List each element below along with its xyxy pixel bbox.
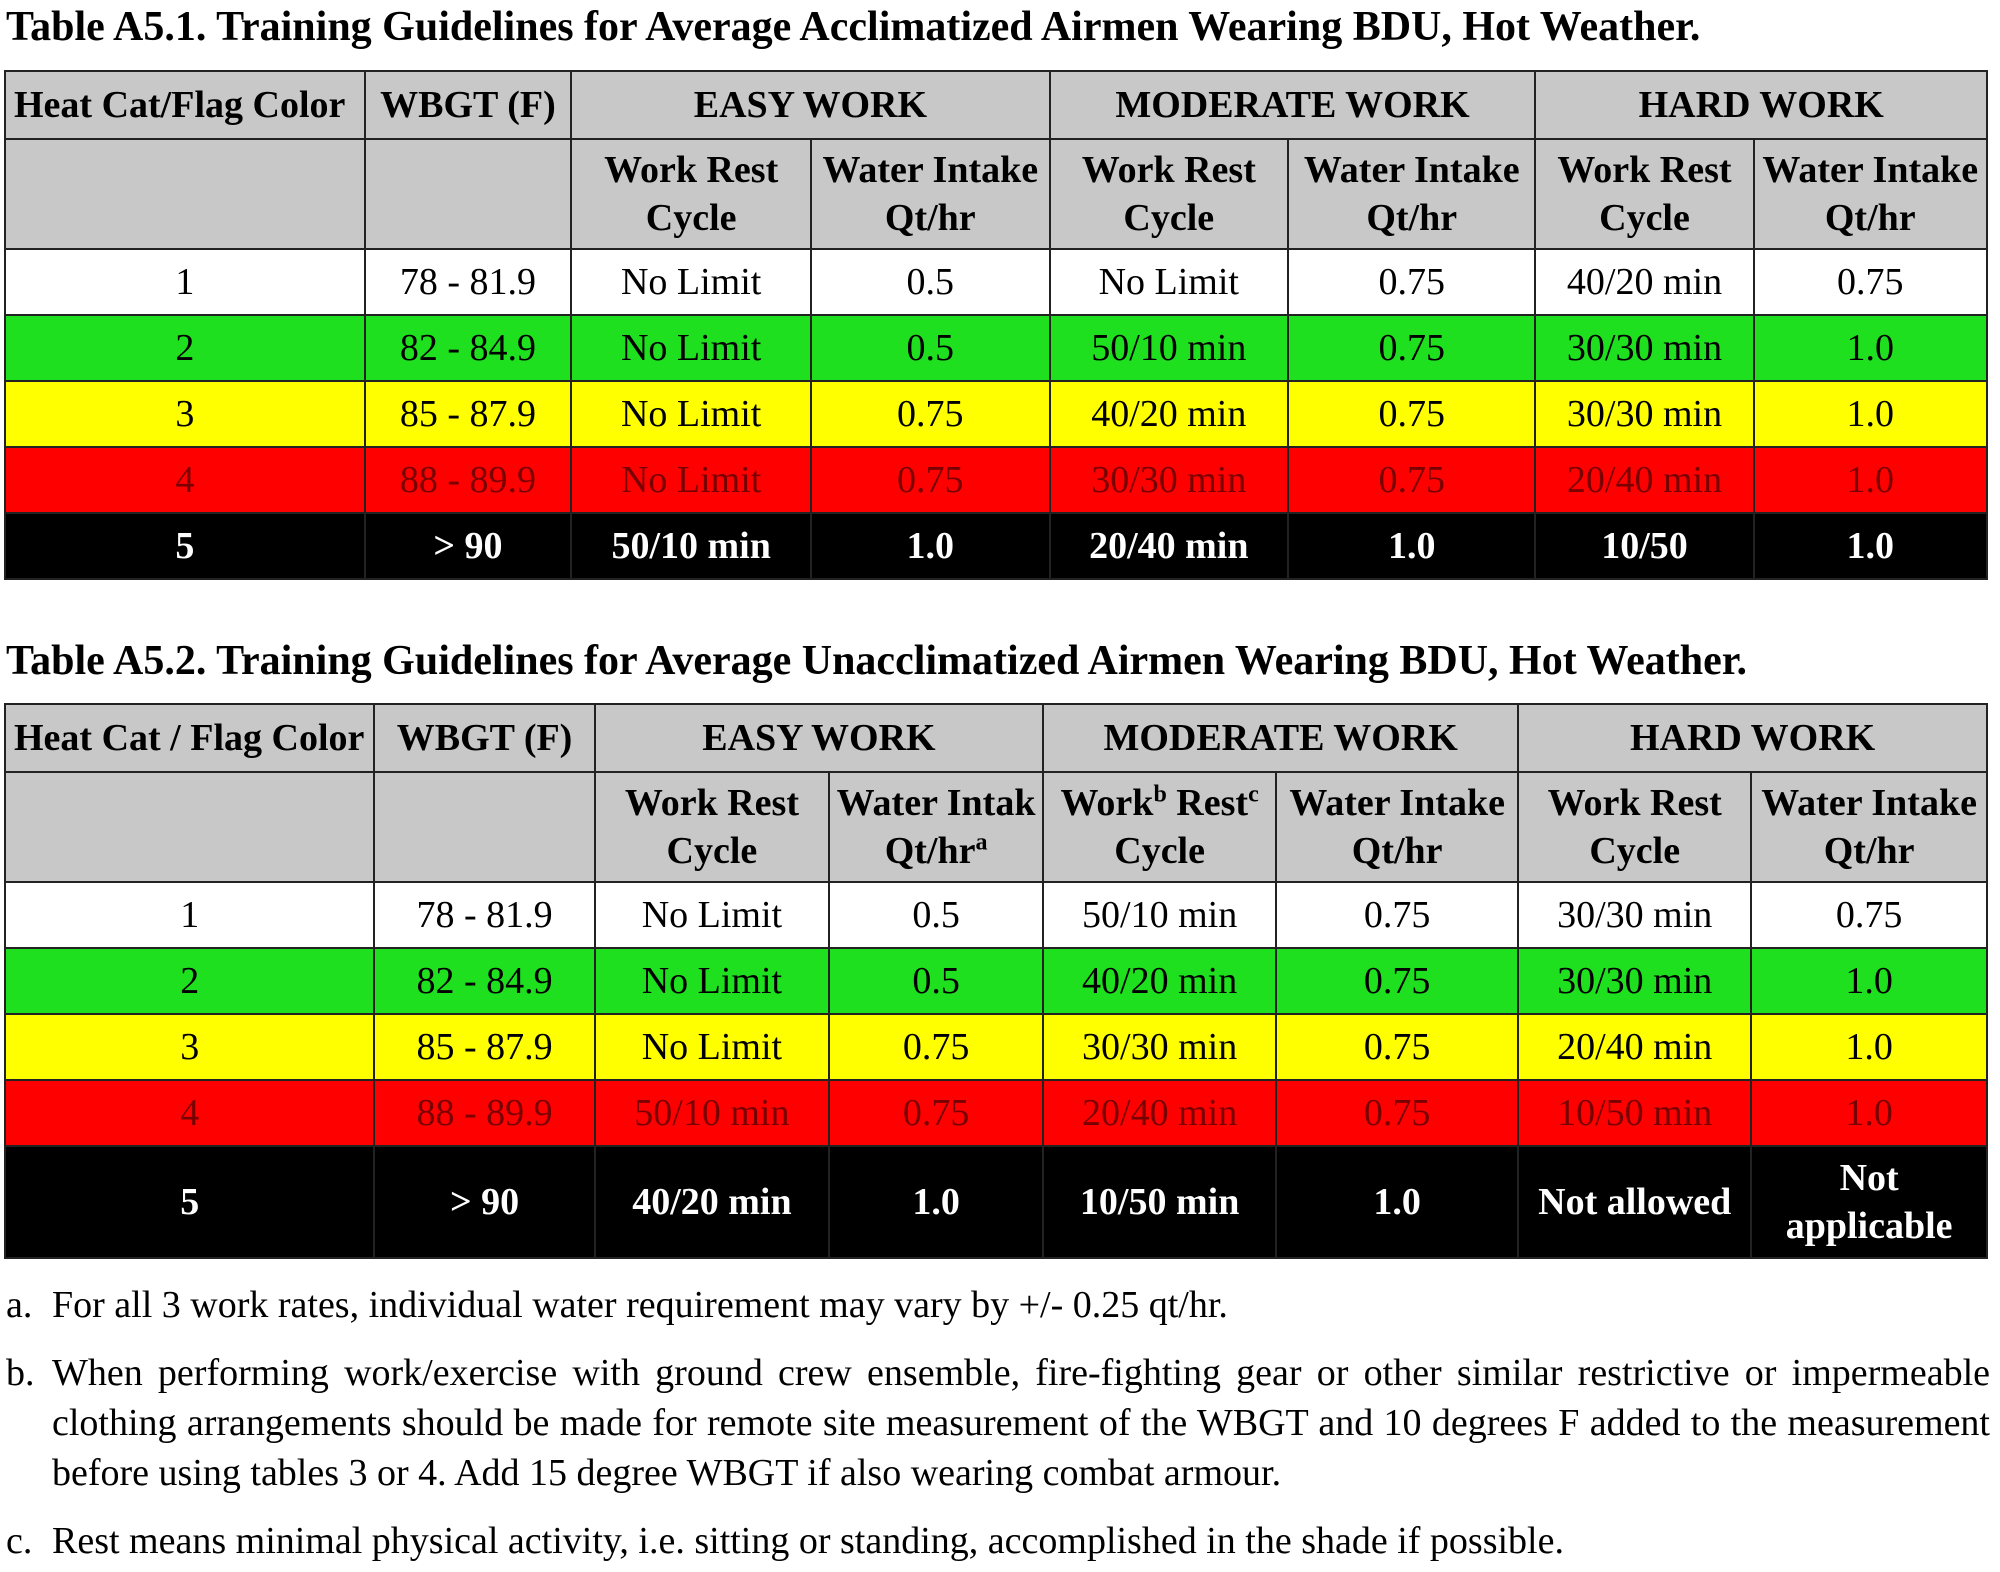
cell-heat-cat: 4 bbox=[5, 1080, 374, 1146]
column-header-hard-work: HARD WORK bbox=[1535, 71, 1987, 139]
footnote-letter: a. bbox=[6, 1284, 33, 1326]
subheader-row bbox=[5, 772, 1987, 882]
table-row bbox=[5, 1014, 1987, 1080]
header-row bbox=[5, 704, 1987, 772]
column-header-easy-work: EASY WORK bbox=[595, 704, 1043, 772]
cell-wbgt: 78 - 81.9 bbox=[365, 249, 572, 315]
footnote-marker: a bbox=[975, 829, 988, 856]
footnote-marker: b bbox=[1153, 781, 1167, 808]
cell-wbgt: 88 - 89.9 bbox=[374, 1080, 594, 1146]
cell-hard-cycle: 40/20 min bbox=[1535, 249, 1753, 315]
cell-easy-cycle: 40/20 min bbox=[595, 1146, 829, 1258]
cell-easy-water: 0.5 bbox=[829, 948, 1043, 1014]
cell-easy-water: 0.75 bbox=[829, 1080, 1043, 1146]
cell-hard-water: 1.0 bbox=[1751, 1014, 1987, 1080]
table-row bbox=[5, 513, 1987, 579]
cell-moderate-water: 0.75 bbox=[1288, 315, 1535, 381]
footnote-letter: b. bbox=[6, 1352, 35, 1394]
subheader-empty bbox=[374, 772, 594, 882]
cell-moderate-cycle: 20/40 min bbox=[1050, 513, 1288, 579]
footnote-letter: c. bbox=[6, 1520, 33, 1562]
cell-hard-cycle: 10/50 min bbox=[1518, 1080, 1751, 1146]
cell-easy-cycle: No Limit bbox=[571, 447, 811, 513]
table-row bbox=[5, 1080, 1987, 1146]
cell-moderate-cycle: 50/10 min bbox=[1043, 882, 1276, 948]
table-row bbox=[5, 315, 1987, 381]
subheader-row bbox=[5, 139, 1987, 249]
cell-hard-water: 0.75 bbox=[1754, 249, 1987, 315]
subheader-easy-cycle: Work Rest Cycle bbox=[571, 139, 811, 249]
column-header-wbgt: WBGT (F) bbox=[374, 704, 594, 772]
cell-moderate-cycle: No Limit bbox=[1050, 249, 1288, 315]
subheader-empty bbox=[5, 139, 365, 249]
training-guidelines-table bbox=[4, 703, 1988, 1259]
cell-easy-cycle: No Limit bbox=[571, 315, 811, 381]
table-caption: Table A5.1. Training Guidelines for Average Acclimatized Airmen Wearing BDU, Hot Weather. bbox=[6, 4, 1701, 50]
cell-moderate-water: 0.75 bbox=[1276, 948, 1518, 1014]
table-body bbox=[5, 882, 1987, 1258]
table-row bbox=[5, 381, 1987, 447]
cell-easy-cycle: No Limit bbox=[595, 948, 829, 1014]
cell-easy-water: 1.0 bbox=[811, 513, 1050, 579]
cell-hard-water: Not applicable bbox=[1751, 1146, 1987, 1258]
subheader-text: Rest bbox=[1166, 782, 1249, 824]
cell-easy-cycle: 50/10 min bbox=[595, 1080, 829, 1146]
cell-hard-cycle: 10/50 bbox=[1535, 513, 1753, 579]
cell-heat-cat: 3 bbox=[5, 1014, 374, 1080]
cell-moderate-cycle: 40/20 min bbox=[1043, 948, 1276, 1014]
subheader-text: Work bbox=[1060, 782, 1154, 824]
cell-moderate-water: 0.75 bbox=[1288, 447, 1535, 513]
subheader-hard-water: Water Intake Qt/hr bbox=[1751, 772, 1987, 882]
cell-hard-cycle: 30/30 min bbox=[1535, 381, 1753, 447]
subheader-text: Water Intake Qt/hr bbox=[822, 149, 1039, 239]
cell-easy-water: 0.5 bbox=[829, 882, 1043, 948]
table-body bbox=[5, 249, 1987, 579]
cell-moderate-cycle: 10/50 min bbox=[1043, 1146, 1276, 1258]
cell-heat-cat: 1 bbox=[5, 882, 374, 948]
footnotes bbox=[6, 1280, 1990, 1572]
cell-easy-water: 0.75 bbox=[811, 381, 1050, 447]
cell-moderate-water: 0.75 bbox=[1288, 249, 1535, 315]
subheader-hard-cycle: Work Rest Cycle bbox=[1518, 772, 1751, 882]
cell-wbgt: 85 - 87.9 bbox=[365, 381, 572, 447]
column-header-moderate-work: MODERATE WORK bbox=[1050, 71, 1536, 139]
cell-wbgt: 78 - 81.9 bbox=[374, 882, 594, 948]
subheader-empty bbox=[365, 139, 572, 249]
table-row bbox=[5, 447, 1987, 513]
cell-easy-cycle: No Limit bbox=[571, 249, 811, 315]
footnote-text: When performing work/exercise with ground crew ensemble, fire-fighting gear or other similar restrictive or impermeable clothing arrangements should be made for remote site measurement of the WBGT and 10 degrees F added to the measurement before using tables 3 or 4. Add 15 degree WBGT if also wearing combat armour. bbox=[52, 1352, 1990, 1494]
cell-easy-water: 0.75 bbox=[811, 447, 1050, 513]
cell-wbgt: 82 - 84.9 bbox=[365, 315, 572, 381]
cell-moderate-cycle: 40/20 min bbox=[1050, 381, 1288, 447]
cell-easy-water: 0.75 bbox=[829, 1014, 1043, 1080]
subheader-hard-cycle: Work Rest Cycle bbox=[1535, 139, 1753, 249]
training-guidelines-table bbox=[4, 70, 1988, 580]
cell-moderate-cycle: 20/40 min bbox=[1043, 1080, 1276, 1146]
cell-heat-cat: 5 bbox=[5, 513, 365, 579]
cell-moderate-cycle: 30/30 min bbox=[1050, 447, 1288, 513]
cell-moderate-water: 0.75 bbox=[1276, 1080, 1518, 1146]
cell-hard-water: 1.0 bbox=[1751, 1080, 1987, 1146]
subheader-moderate-cycle bbox=[1043, 772, 1276, 882]
subheader-moderate-water: Water Intake Qt/hr bbox=[1276, 772, 1518, 882]
subheader-moderate-water: Water Intake Qt/hr bbox=[1288, 139, 1535, 249]
cell-hard-water: 1.0 bbox=[1754, 513, 1987, 579]
cell-moderate-water: 0.75 bbox=[1276, 1014, 1518, 1080]
cell-hard-cycle: 20/40 min bbox=[1518, 1014, 1751, 1080]
cell-moderate-water: 1.0 bbox=[1288, 513, 1535, 579]
cell-hard-cycle: Not allowed bbox=[1518, 1146, 1751, 1258]
cell-hard-cycle: 20/40 min bbox=[1535, 447, 1753, 513]
cell-easy-cycle: 50/10 min bbox=[571, 513, 811, 579]
cell-easy-cycle: No Limit bbox=[595, 882, 829, 948]
table-row bbox=[5, 1146, 1987, 1258]
cell-easy-cycle: No Limit bbox=[571, 381, 811, 447]
footnote bbox=[6, 1348, 1990, 1498]
subheader-easy-water bbox=[829, 772, 1043, 882]
cell-heat-cat: 2 bbox=[5, 948, 374, 1014]
header-row bbox=[5, 71, 1987, 139]
footnote-text: For all 3 work rates, individual water requirement may vary by +/- 0.25 qt/hr. bbox=[52, 1284, 1228, 1326]
column-header-heat-cat: Heat Cat/Flag Color bbox=[5, 71, 365, 139]
footnote-marker: c bbox=[1248, 781, 1259, 808]
cell-wbgt: 82 - 84.9 bbox=[374, 948, 594, 1014]
cell-moderate-water: 0.75 bbox=[1288, 381, 1535, 447]
column-header-easy-work: EASY WORK bbox=[571, 71, 1049, 139]
cell-moderate-cycle: 30/30 min bbox=[1043, 1014, 1276, 1080]
cell-heat-cat: 3 bbox=[5, 381, 365, 447]
cell-heat-cat: 1 bbox=[5, 249, 365, 315]
cell-easy-cycle: No Limit bbox=[595, 1014, 829, 1080]
cell-heat-cat: 2 bbox=[5, 315, 365, 381]
subheader-easy-water bbox=[811, 139, 1050, 249]
footnote bbox=[6, 1516, 1990, 1566]
subheader-text: Cycle bbox=[1114, 830, 1205, 872]
footnote-text: Rest means minimal physical activity, i.e. sitting or standing, accomplished in the shade if possible. bbox=[52, 1520, 1564, 1562]
cell-heat-cat: 5 bbox=[5, 1146, 374, 1258]
cell-hard-water: 1.0 bbox=[1754, 381, 1987, 447]
cell-wbgt: > 90 bbox=[374, 1146, 594, 1258]
table-caption: Table A5.2. Training Guidelines for Average Unacclimatized Airmen Wearing BDU, Hot Weather. bbox=[6, 638, 1748, 684]
cell-wbgt: > 90 bbox=[365, 513, 572, 579]
cell-hard-water: 0.75 bbox=[1751, 882, 1987, 948]
cell-hard-cycle: 30/30 min bbox=[1535, 315, 1753, 381]
cell-hard-cycle: 30/30 min bbox=[1518, 882, 1751, 948]
cell-hard-water: 1.0 bbox=[1751, 948, 1987, 1014]
cell-wbgt: 85 - 87.9 bbox=[374, 1014, 594, 1080]
column-header-wbgt: WBGT (F) bbox=[365, 71, 572, 139]
cell-easy-water: 1.0 bbox=[829, 1146, 1043, 1258]
cell-wbgt: 88 - 89.9 bbox=[365, 447, 572, 513]
table-row bbox=[5, 882, 1987, 948]
cell-moderate-water: 0.75 bbox=[1276, 882, 1518, 948]
cell-hard-water: 1.0 bbox=[1754, 315, 1987, 381]
cell-hard-water: 1.0 bbox=[1754, 447, 1987, 513]
cell-moderate-cycle: 50/10 min bbox=[1050, 315, 1288, 381]
footnote bbox=[6, 1280, 1990, 1330]
cell-moderate-water: 1.0 bbox=[1276, 1146, 1518, 1258]
subheader-text: Cycle bbox=[1123, 197, 1215, 239]
cell-easy-water: 0.5 bbox=[811, 249, 1050, 315]
table-row bbox=[5, 948, 1987, 1014]
cell-easy-water: 0.5 bbox=[811, 315, 1050, 381]
subheader-text: Water Intak Qt/hr bbox=[836, 782, 1036, 872]
subheader-empty bbox=[5, 772, 374, 882]
column-header-heat-cat: Heat Cat / Flag Color bbox=[5, 704, 374, 772]
table-row bbox=[5, 249, 1987, 315]
subheader-easy-cycle: Work Rest Cycle bbox=[595, 772, 829, 882]
subheader-hard-water: Water Intake Qt/hr bbox=[1754, 139, 1987, 249]
column-header-moderate-work: MODERATE WORK bbox=[1043, 704, 1518, 772]
subheader-text: Work Rest bbox=[1081, 149, 1256, 191]
cell-heat-cat: 4 bbox=[5, 447, 365, 513]
subheader-moderate-cycle bbox=[1050, 139, 1288, 249]
column-header-hard-work: HARD WORK bbox=[1518, 704, 1987, 772]
cell-hard-cycle: 30/30 min bbox=[1518, 948, 1751, 1014]
